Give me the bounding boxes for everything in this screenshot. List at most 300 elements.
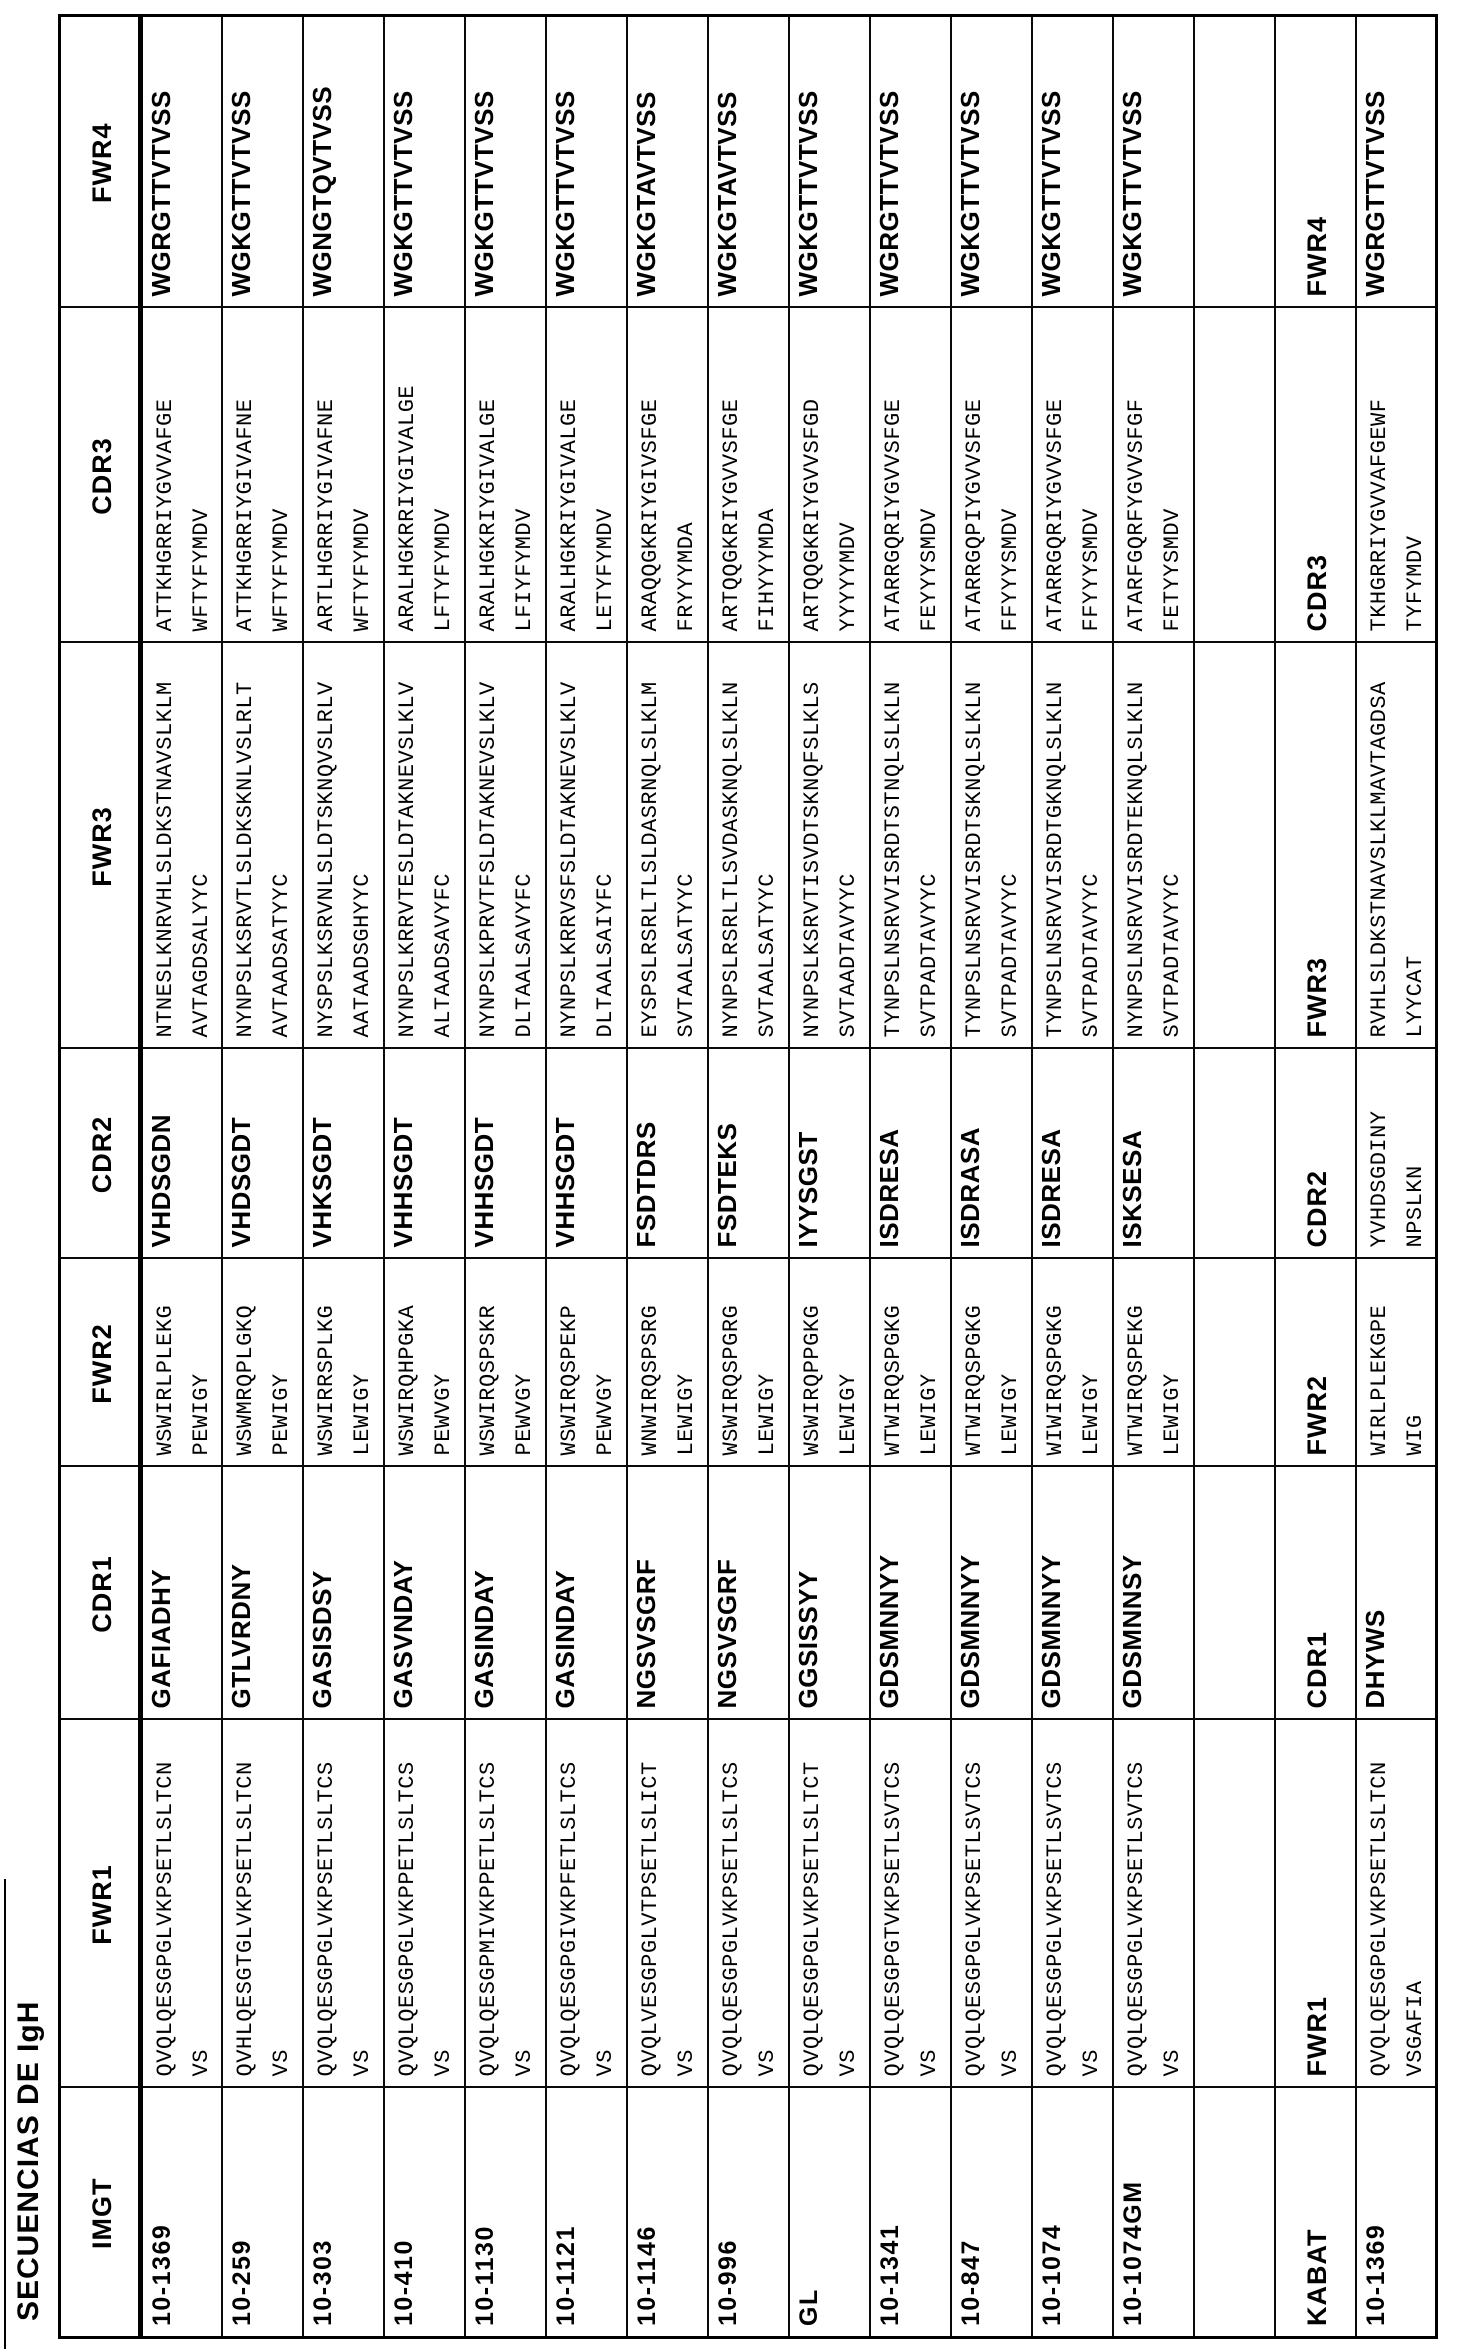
sequence-cell [1356, 308, 1437, 643]
sequence-cell [951, 1720, 1032, 2088]
sequence-line: GDSMNNYY [1035, 1554, 1066, 1709]
sequence-line: QVHLQESGTGLVKPSETLSLTCN [232, 1761, 258, 2077]
sequence-line: NYNPSLKRRVSFSLDTAKNEVSLKLV [556, 681, 582, 1038]
antibody-id: 10-1074 [1032, 2088, 1113, 2338]
igh-table-body [60, 16, 1437, 2338]
sequence-cell [627, 16, 708, 308]
sequence-line: NYNPSLKSRVTISVDTSKNQFSLKLS [799, 681, 825, 1038]
sequence-line: IYYSGST [792, 1131, 823, 1248]
sequence-line: WSWIRLPLEKG [153, 1304, 178, 1456]
sequence-cell [303, 1049, 384, 1259]
sequence-line: VHKSGDT [306, 1116, 337, 1248]
sequence-cell [708, 308, 789, 643]
sequence-line: WIG [1402, 1414, 1428, 1456]
sequence-cell [627, 1467, 708, 1720]
column-header: CDR2 [1275, 1049, 1356, 1259]
sequence-line: NYSPSLKSRVNLSLDTSKNQVSLRLV [313, 681, 339, 1038]
column-header: CDR1 [1275, 1467, 1356, 1720]
sequence-cell [1113, 643, 1194, 1049]
section-header-row [60, 16, 141, 2338]
sequence-cell [384, 1720, 465, 2088]
sequence-cell [1113, 308, 1194, 643]
sequence-cell [465, 308, 546, 643]
sequence-line: VS [1078, 2049, 1104, 2077]
sequence-row [1032, 16, 1113, 2338]
sequence-line: WFTYFYMDV [268, 508, 294, 632]
sequence-line: VS [916, 2049, 942, 2077]
sequence-cell [384, 1259, 465, 1467]
sequence-line: AATAADSGHYYC [349, 873, 375, 1038]
sequence-cell [222, 16, 303, 308]
sequence-line: NPSLKN [1402, 1165, 1428, 1248]
antibody-id: 10-1369 [141, 2088, 222, 2338]
column-header: FWR3 [60, 643, 141, 1049]
sequence-line: ISKSESA [1116, 1129, 1147, 1248]
sequence-line: VHHSGDT [549, 1116, 580, 1248]
numbering-scheme-label: IMGT [60, 2088, 141, 2338]
empty-cell [1194, 308, 1275, 643]
sequence-line: VS [673, 2049, 699, 2077]
sequence-line: LEWIGY [1159, 1373, 1185, 1456]
sequence-line: QVQLQESGPGLVKPSETLSVTCS [961, 1761, 987, 2077]
sequence-cell [546, 1720, 627, 2088]
sequence-cell [222, 308, 303, 643]
sequence-cell [222, 1720, 303, 2088]
antibody-id: 10-1341 [870, 2088, 951, 2338]
sequence-cell [708, 643, 789, 1049]
sequence-row [141, 16, 222, 2338]
sequence-line: ATARFGQRFYGVVSFGF [1123, 398, 1149, 632]
sequence-line: VHDSGDT [225, 1116, 256, 1248]
sequence-line: WSWIRQSPGRG [718, 1304, 744, 1456]
sequence-line: FIHYYYMDA [754, 508, 780, 632]
sequence-line: FETYYSMDV [1159, 508, 1185, 632]
sequence-row [303, 16, 384, 2338]
sequence-line: NYNPSLKSRVTLSLDKSKNLVSLRLT [232, 681, 258, 1038]
sequence-line: GASISDSY [306, 1570, 337, 1709]
sequence-line: SVTAALSATYYC [673, 873, 699, 1038]
sequence-line: GAFIADHY [146, 1568, 176, 1709]
sequence-cell [384, 1467, 465, 1720]
sequence-line: TYNPSLNSRVVISRDTGKNQLSLKLN [1042, 681, 1068, 1038]
sequence-line: NGSVSGRF [630, 1558, 661, 1709]
column-header: FWR2 [60, 1259, 141, 1467]
sequence-line: LEWIGY [349, 1373, 375, 1456]
sequence-line: LEWIGY [1078, 1373, 1104, 1456]
sequence-line: VS [1159, 2049, 1185, 2077]
sequence-line: ISDRASA [954, 1126, 985, 1248]
sequence-line: LEWIGY [916, 1373, 942, 1456]
sequence-cell [708, 1467, 789, 1720]
sequence-line: NTNESLKNRVHLSLDKSTNAVSLKLM [153, 681, 178, 1038]
sequence-cell [870, 1259, 951, 1467]
empty-cell [1194, 1259, 1275, 1467]
sequence-cell [870, 1049, 951, 1259]
sequence-cell [1356, 1467, 1437, 1720]
sequence-line: LFTYFYMDV [430, 508, 456, 632]
sequence-line: GGSISSYY [792, 1570, 823, 1709]
sequence-cell [870, 643, 951, 1049]
sequence-line: LFIYFYMDV [511, 508, 537, 632]
sequence-line: QVQLQESGPGLVKPSETLSVTCS [1123, 1761, 1149, 2077]
sequence-cell [870, 308, 951, 643]
sequence-cell [141, 1467, 222, 1720]
sequence-cell [303, 308, 384, 643]
sequence-cell [546, 16, 627, 308]
sequence-line: QVQLQESGPMIVKPPETLSLTCS [475, 1761, 501, 2077]
sequence-line: GASVNDAY [387, 1559, 418, 1709]
sequence-cell [1356, 1259, 1437, 1467]
sequence-line: ATARRGQRIYGVVSFGE [880, 398, 906, 632]
sequence-line: PEWIGY [268, 1373, 294, 1456]
sequence-line: WGRGTTVTVSS [1359, 90, 1390, 297]
sequence-row [1356, 16, 1437, 2338]
sequence-cell [303, 1467, 384, 1720]
sequence-cell [951, 308, 1032, 643]
sequence-row [546, 16, 627, 2338]
sequence-row [627, 16, 708, 2338]
sequence-cell [141, 1049, 222, 1259]
antibody-id: 10-1130 [465, 2088, 546, 2338]
sequence-line: ARAQQGKRIYGIVSFGE [637, 398, 663, 632]
sequence-line: QVQLQESGPGIVKPFETLSLTCS [556, 1761, 582, 2077]
sequence-cell [303, 1720, 384, 2088]
column-header: FWR1 [60, 1720, 141, 2088]
sequence-line: VS [997, 2049, 1023, 2077]
empty-cell [1194, 1720, 1275, 2088]
sequence-cell [546, 1049, 627, 1259]
sequence-line: WFTYFYMDV [189, 508, 214, 632]
sequence-cell [546, 308, 627, 643]
sequence-line: ATARRGQPIYGVVSFGE [961, 398, 987, 632]
sequence-line: GASINDAY [549, 1569, 580, 1709]
sequence-line: WGNGTQVTVSS [306, 85, 337, 297]
column-header: FWR2 [1275, 1259, 1356, 1467]
sequence-line: WGKGTTVTVSS [549, 90, 580, 297]
sequence-line: WGKGTTVTVSS [1035, 90, 1066, 297]
sequence-cell [384, 1049, 465, 1259]
sequence-line: GDSMNNYY [954, 1554, 985, 1709]
sequence-line: QVQLQESGPGTVKPSETLSVTCS [880, 1761, 906, 2077]
sequence-line: ALTAADSAVYFC [430, 873, 456, 1038]
sequence-line: AVTAADSATYYC [268, 873, 294, 1038]
sequence-line: WGKGTTVTVSS [954, 90, 985, 297]
sequence-cell [1356, 16, 1437, 308]
sequence-line: ISDRESA [873, 1128, 904, 1248]
sequence-line: DLTAALSAIYFC [592, 873, 618, 1038]
empty-cell [1194, 16, 1275, 308]
igh-table-wrap [58, 14, 1438, 2339]
sequence-line: ATTKHGRRIYGIVAFNE [232, 398, 258, 632]
sequence-cell [141, 1259, 222, 1467]
sequence-line: WGKGTTVTVSS [387, 90, 418, 297]
sequence-line: FFYYYSMDV [1078, 508, 1104, 632]
sequence-line: QVQLQESGPGLVKPSETLSLTCT [799, 1761, 825, 2077]
sequence-cell [1032, 16, 1113, 308]
sequence-cell [303, 1259, 384, 1467]
sequence-line: WTWIRQSPEKG [1123, 1304, 1149, 1456]
sequence-line: ISDRESA [1035, 1128, 1066, 1248]
sequence-cell [222, 643, 303, 1049]
sequence-line: WGKGTAVTVSS [711, 91, 742, 297]
sequence-cell [627, 1720, 708, 2088]
sequence-line: VS [592, 2049, 618, 2077]
sequence-line: LEWIGY [754, 1373, 780, 1456]
sequence-cell [951, 1467, 1032, 1720]
antibody-id: 10-259 [222, 2088, 303, 2338]
sequence-cell [951, 1049, 1032, 1259]
sequence-cell [465, 16, 546, 308]
sequence-cell [789, 1467, 870, 1720]
sequence-line: SVTAADTAVYYC [835, 873, 861, 1038]
sequence-cell [546, 1467, 627, 1720]
sequence-line: WSWIRRSPLKG [313, 1304, 339, 1456]
sequence-line: SVTPADTAVYYC [997, 873, 1023, 1038]
column-header: CDR3 [1275, 308, 1356, 643]
sequence-cell [789, 16, 870, 308]
sequence-line: RVHLSLDKSTNAVSLKLMAVTAGDSA [1366, 681, 1392, 1038]
sequence-line: WSWMRQPLGKQ [232, 1304, 258, 1456]
sequence-cell [384, 308, 465, 643]
sequence-line: VS [189, 2049, 214, 2077]
sequence-row [384, 16, 465, 2338]
antibody-id: 10-1074GM [1113, 2088, 1194, 2338]
sequence-line: WSWIRQSPEKP [556, 1304, 582, 1456]
sequence-cell [870, 1720, 951, 2088]
sequence-line: LEWIGY [997, 1373, 1023, 1456]
sequence-cell [465, 643, 546, 1049]
sequence-line: GASINDAY [468, 1569, 499, 1709]
sequence-line: LEWIGY [673, 1373, 699, 1456]
sequence-line: SVTPADTAVYYC [916, 873, 942, 1038]
sequence-line: TYNPSLNSRVVISRDTSKNQLSLKLN [961, 681, 987, 1038]
sequence-line: ARALHGKRRIYGIVALGE [394, 384, 420, 632]
sequence-line: QVQLQESGPGLVKPSETLSLTCN [153, 1761, 178, 2077]
sequence-line: VS [268, 2049, 294, 2077]
sequence-line: LYYCAT [1402, 955, 1428, 1038]
sequence-cell [222, 1259, 303, 1467]
sequence-cell [1356, 643, 1437, 1049]
sequence-cell [951, 643, 1032, 1049]
sequence-line: WSWIRQPPGKG [799, 1304, 825, 1456]
sequence-line: VS [511, 2049, 537, 2077]
sequence-line: GDSMNNYY [873, 1554, 904, 1709]
sequence-line: FRYYYMDA [673, 521, 699, 632]
antibody-id: GL [789, 2088, 870, 2338]
sequence-line: VHHSGDT [387, 1116, 418, 1248]
sequence-cell [546, 643, 627, 1049]
sequence-line: TYFYMDV [1402, 535, 1428, 632]
sequence-line: LEWIGY [835, 1373, 861, 1456]
sequence-cell [1113, 1049, 1194, 1259]
sequence-cell [789, 1259, 870, 1467]
sequence-row [465, 16, 546, 2338]
column-header: CDR1 [60, 1467, 141, 1720]
sequence-cell [1032, 643, 1113, 1049]
igh-sequence-table [58, 14, 1438, 2339]
empty-cell [1194, 643, 1275, 1049]
empty-row [1194, 16, 1275, 2338]
sequence-cell [141, 16, 222, 308]
sequence-line: FFYYYSMDV [997, 508, 1023, 632]
sequence-line: WSWIRQSPSKR [475, 1304, 501, 1456]
sequence-line: QVQLVESGPGLVTPSETLSLICT [637, 1761, 663, 2077]
sequence-cell [303, 643, 384, 1049]
sequence-line: QVQLQESGPGLVKPSETLSVTCS [1042, 1761, 1068, 2077]
sequence-cell [1032, 1720, 1113, 2088]
sequence-cell [465, 1049, 546, 1259]
sequence-cell [1356, 1720, 1437, 2088]
sequence-cell [222, 1467, 303, 1720]
sequence-line: ATARRGQRIYGVVSFGE [1042, 398, 1068, 632]
sequence-line: VS [754, 2049, 780, 2077]
empty-cell [1194, 1049, 1275, 1259]
sequence-cell [627, 643, 708, 1049]
antibody-id: 10-303 [303, 2088, 384, 2338]
antibody-id: 10-1369 [1356, 2088, 1437, 2338]
antibody-id: 10-847 [951, 2088, 1032, 2338]
antibody-id [1194, 2088, 1275, 2338]
sequence-line: YYYYYMDV [835, 521, 861, 632]
sequence-line: WIRLPLEKGPE [1366, 1304, 1392, 1456]
sequence-line: PEWVGY [430, 1373, 456, 1456]
sequence-row [789, 16, 870, 2338]
sequence-line: WGRGTTVTVSS [146, 90, 176, 297]
antibody-id: 10-996 [708, 2088, 789, 2338]
empty-cell [1194, 1467, 1275, 1720]
sequence-cell [627, 1259, 708, 1467]
sequence-line: FEYYYSMDV [916, 508, 942, 632]
column-header: FWR1 [1275, 1720, 1356, 2088]
sequence-line: WGKGTAVTVSS [630, 91, 661, 297]
sequence-line: QVQLQESGPGLVKPSETLSLTCN [1366, 1761, 1392, 2077]
sequence-row [870, 16, 951, 2338]
sequence-line: DLTAALSAVYFC [511, 873, 537, 1038]
sequence-line: WGKGTTVTVSS [1116, 90, 1147, 297]
sequence-cell [708, 16, 789, 308]
sequence-line: PEWIGY [189, 1373, 214, 1456]
sequence-line: WSWIRQHPGKA [394, 1304, 420, 1456]
column-header: FWR3 [1275, 643, 1356, 1049]
sequence-line: SVTPADTAVYYC [1078, 873, 1104, 1038]
sequence-cell [708, 1720, 789, 2088]
sequence-line: VS [430, 2049, 456, 2077]
sequence-cell [627, 308, 708, 643]
sequence-line: WGKGTTVTVSS [792, 90, 823, 297]
sequence-line: PEWVGY [592, 1373, 618, 1456]
sequence-cell [951, 1259, 1032, 1467]
sequence-line: ATTKHGRRIYGVVAFGE [153, 398, 178, 632]
sequence-line: GDSMNNSY [1116, 1554, 1147, 1709]
sequence-line: SVTPADTAVYYC [1159, 873, 1185, 1038]
sequence-line: QVQLQESGPGLVKPSETLSLTCS [313, 1761, 339, 2077]
sequence-cell [141, 643, 222, 1049]
sequence-line: WTWIRQSPGKG [880, 1304, 906, 1456]
sequence-cell [1113, 1720, 1194, 2088]
sequence-cell [789, 643, 870, 1049]
sequence-cell [465, 1259, 546, 1467]
sequence-line: EYSPSLRSRLTLSLDASRNQLSLKLM [637, 681, 663, 1038]
sequence-line: FSDTEKS [711, 1122, 742, 1248]
sequence-line: VHHSGDT [468, 1116, 499, 1248]
sequence-cell [384, 643, 465, 1049]
sequence-line: NGSVSGRF [711, 1558, 742, 1709]
sequence-cell [384, 16, 465, 308]
antibody-id: 10-1146 [627, 2088, 708, 2338]
sequence-line: FSDTDRS [630, 1121, 661, 1248]
sequence-line: VSGAFIA [1402, 1980, 1428, 2077]
antibody-id: 10-410 [384, 2088, 465, 2338]
sequence-line: ARTLHGRRIYGIVAFNE [313, 398, 339, 632]
sequence-cell [870, 1467, 951, 1720]
sequence-cell [1113, 1259, 1194, 1467]
sequence-cell [951, 16, 1032, 308]
sequence-line: WNWIRQSPSRG [637, 1304, 663, 1456]
sequence-line: NYNPSLNSRVVISRDTEKNQLSLKLN [1123, 681, 1149, 1038]
sequence-line: AVTAGDSALYYC [189, 873, 214, 1038]
sequence-line: NYNPSLRSRLTLSVDASKNQLSLKLN [718, 681, 744, 1038]
sequence-line: VS [349, 2049, 375, 2077]
sequence-cell [708, 1049, 789, 1259]
sequence-line: VHDSGDN [146, 1113, 176, 1248]
sequence-line: WFTYFYMDV [349, 508, 375, 632]
sequence-line: TKHGRRIYGVVAFGEWF [1366, 398, 1392, 632]
sequence-cell [141, 308, 222, 643]
numbering-scheme-label: KABAT [1275, 2088, 1356, 2338]
sequence-line: TYNPSLNSRVVISRDTSTNQLSLKLN [880, 681, 906, 1038]
sequence-cell [1032, 1259, 1113, 1467]
sequence-line: SVTAALSATYYC [754, 873, 780, 1038]
sequence-line: WGKGTTVTVSS [225, 90, 256, 297]
sequence-cell [1032, 1467, 1113, 1720]
sequence-line: DHYWS [1359, 1609, 1390, 1709]
antibody-id: 10-1121 [546, 2088, 627, 2338]
sequence-cell [141, 1720, 222, 2088]
sequence-cell [465, 1720, 546, 2088]
sequence-row [951, 16, 1032, 2338]
column-header: FWR4 [1275, 16, 1356, 308]
sequence-line: YVHDSGDINY [1366, 1110, 1392, 1248]
sequence-line: GTLVRDNY [225, 1563, 256, 1709]
sequence-cell [789, 308, 870, 643]
sequence-cell [789, 1720, 870, 2088]
sequence-line: NYNPSLKPRVTFSLDTAKNEVSLKLV [475, 681, 501, 1038]
sequence-cell [465, 1467, 546, 1720]
sequence-cell [870, 16, 951, 308]
sequence-row [708, 16, 789, 2338]
sequence-line: VS [835, 2049, 861, 2077]
sequence-cell [789, 1049, 870, 1259]
sequence-line: QVQLQESGPGLVKPPETLSLTCS [394, 1761, 420, 2077]
sequence-line: WTWIRQSPGKG [961, 1304, 987, 1456]
sequence-cell [222, 1049, 303, 1259]
column-header: CDR3 [60, 308, 141, 643]
sequence-line: ARALHGKRIYGIVALGE [556, 398, 582, 632]
sequence-line: ARTQQGKRIYGVVSFGE [718, 398, 744, 632]
sequence-line: QVQLQESGPGLVKPSETLSLTCS [718, 1761, 744, 2077]
sequence-line: LETYFYMDV [592, 508, 618, 632]
sequence-row [1113, 16, 1194, 2338]
sequence-cell [1113, 16, 1194, 308]
sequence-line: WGKGTTVTVSS [468, 90, 499, 297]
sequence-line: PEWVGY [511, 1373, 537, 1456]
sequence-line: WIWIRQSPGKG [1042, 1304, 1068, 1456]
section-header-row [1275, 16, 1356, 2338]
sequence-cell [1113, 1467, 1194, 1720]
sequence-cell [1032, 308, 1113, 643]
scan-edge-artifact [4, 1879, 6, 2349]
sequence-line: ARTQQGKRIYGVVSFGD [799, 398, 825, 632]
